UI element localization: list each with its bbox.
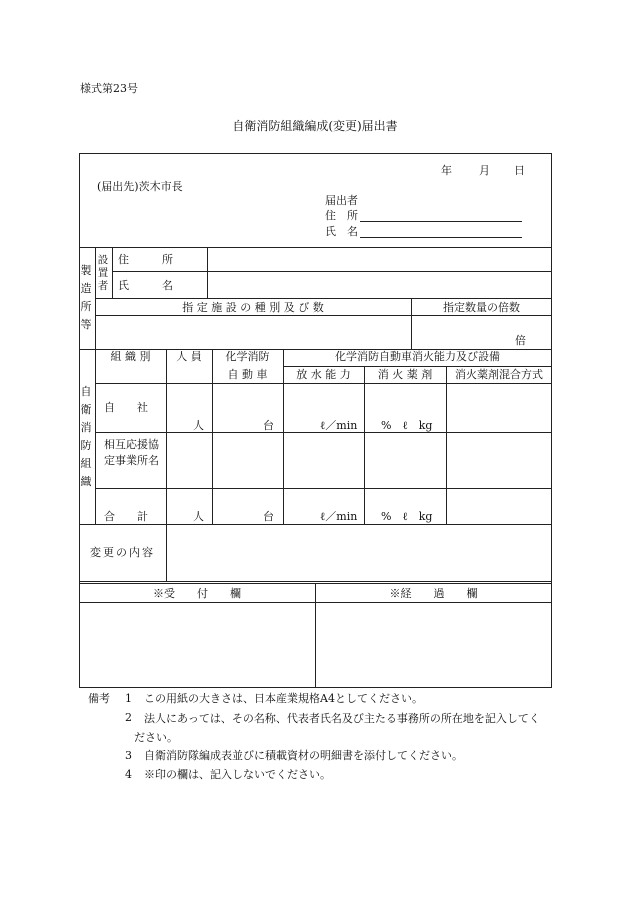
note-1-text: この用紙の大きさは、日本産業規格A4としてください。	[144, 692, 423, 705]
note-4-number: 4	[125, 768, 132, 781]
installer-name-label: 氏 名	[118, 279, 173, 292]
notes-heading: 備考	[88, 692, 110, 705]
applicant-name-line[interactable]	[360, 237, 522, 238]
row-label-own: 自 社	[104, 401, 148, 414]
note-1-number: 1	[125, 692, 132, 705]
col-agent-header: 消 火 薬 剤	[377, 368, 433, 381]
page-title: 自衛消防組織編成(変更)届出書	[232, 119, 398, 133]
date-day-label: 日	[514, 164, 525, 177]
row-total-discharge-unit: ℓ／min	[320, 510, 358, 523]
addressee: (届出先)茨木市長	[97, 180, 183, 193]
date-year-label: 年	[441, 164, 452, 177]
row-own-discharge-unit: ℓ／min	[320, 419, 358, 432]
row-total-staff-unit: 人	[193, 510, 204, 523]
installer-label: 設置者	[97, 254, 109, 292]
row-own-staff-unit: 人	[193, 419, 204, 432]
applicant-label: 届出者	[325, 194, 358, 207]
row-total-truck-unit: 台	[263, 510, 274, 523]
applicant-address-line[interactable]	[360, 221, 522, 222]
col-org-header: 組 織 別	[110, 350, 151, 363]
note-2-number: 2	[125, 711, 132, 724]
row-label-total: 合 計	[104, 510, 148, 523]
note-3-number: 3	[125, 749, 132, 762]
date-month-label: 月	[479, 164, 490, 177]
col-ability-header: 化学消防自動車消火能力及び設備	[335, 350, 500, 363]
applicant-name-label: 氏 名	[325, 225, 358, 238]
section-divider	[79, 247, 552, 248]
designated-multiple-header: 指定数量の倍数	[443, 301, 520, 314]
row-own-agent-unit: % ℓ kg	[381, 419, 433, 432]
row-label-mutual-aid: 相互応援協定事業所名	[104, 438, 159, 467]
col-truck-header-2: 自 動 車	[227, 368, 268, 381]
col-discharge-header: 放 水 能 力	[296, 368, 351, 381]
org-side-label: 自衛消防組織	[80, 385, 92, 488]
col-truck-header-1: 化学消防	[225, 350, 270, 363]
col-mixing-header: 消火薬剤混合方式	[455, 368, 543, 381]
reception-label: ※受 付 欄	[153, 587, 241, 600]
row-own-truck-unit: 台	[263, 419, 274, 432]
col-staff-header: 人 員	[176, 350, 202, 363]
change-content-label: 変更の内容	[90, 546, 155, 559]
note-2-text: 法人にあっては、その名称、代表者氏名及び主たる事務所の所在地を記入してください。	[134, 712, 540, 744]
designated-facility-header: 指 定 施 設 の 種 別 及 び 数	[182, 301, 324, 314]
row-total-agent-unit: % ℓ kg	[381, 510, 433, 523]
applicant-address-label: 住 所	[325, 209, 358, 222]
note-4-text: ※印の欄は、記入しないでください。	[144, 768, 331, 781]
installer-address-label: 住 所	[118, 253, 173, 266]
progress-label: ※経 過 欄	[389, 587, 478, 600]
form-number: 様式第23号	[80, 82, 138, 95]
multiple-unit: 倍	[515, 334, 526, 347]
facility-side-label: 製造所等	[80, 264, 92, 331]
note-3-text: 自衛消防隊編成表並びに積載資材の明細書を添付してください。	[144, 749, 463, 762]
